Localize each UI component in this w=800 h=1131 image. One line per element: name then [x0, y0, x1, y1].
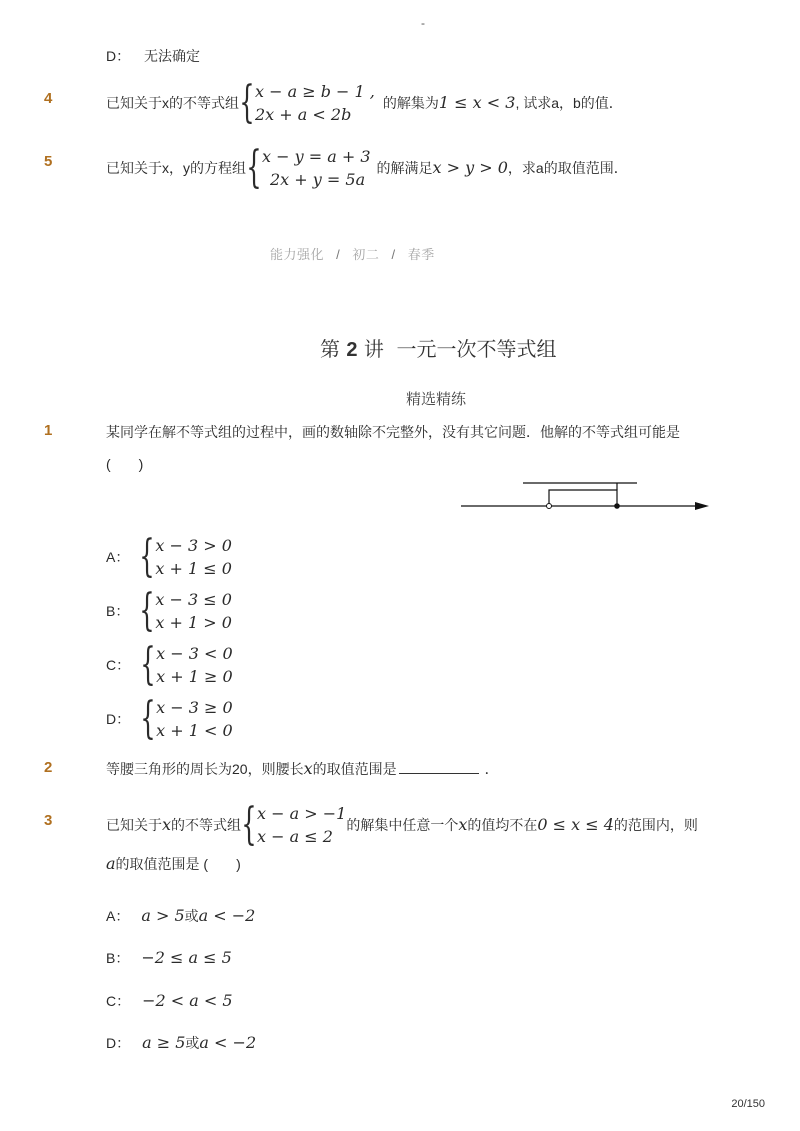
system-line-2: x − a ≤ 2	[257, 827, 333, 846]
inequality-system: { x − 3 > 0 x + 1 ≤ 0	[139, 531, 232, 582]
question-text: , 试求a，b的值．	[515, 95, 623, 111]
math-var: x	[303, 759, 313, 778]
inequality-system: { x − 3 ≤ 0 x + 1 > 0	[139, 585, 232, 636]
question-number-1: 1	[44, 422, 53, 439]
question-text: 已知关于x，y的方程组	[106, 160, 246, 176]
question-number-5: 5	[44, 153, 53, 170]
question-3-line-2	[106, 854, 241, 874]
math-var: x	[458, 815, 468, 834]
breadcrumb	[270, 244, 435, 263]
lecture-prefix: 第	[320, 337, 340, 361]
system-line-1: x − 3 > 0	[155, 536, 232, 555]
breadcrumb-item: 春季	[407, 247, 435, 262]
option-text: 无法确定	[144, 48, 201, 64]
lecture-number: 2	[346, 339, 358, 361]
prev-option-d	[106, 46, 200, 66]
answer-option[interactable]	[106, 694, 233, 744]
option-label: B：	[106, 950, 130, 966]
system-line-2: x + 1 > 0	[155, 613, 232, 632]
system-line-2: 2x + a < 2b	[255, 105, 352, 124]
question-number-3: 3	[44, 812, 53, 829]
system-line-1: x − a > −1	[257, 804, 347, 823]
option-label: D：	[106, 1035, 131, 1051]
answer-option[interactable]	[106, 1033, 256, 1053]
inequality-system: { x − a ≥ b − 1 , 2x + a < 2b	[239, 77, 375, 128]
answer-option[interactable]	[106, 948, 232, 968]
answer-blank[interactable]	[399, 761, 479, 774]
option-label: D：	[106, 711, 131, 727]
answer-option[interactable]	[106, 991, 233, 1011]
breadcrumb-item: 能力强化	[270, 247, 325, 262]
question-text: 的不等式组	[171, 817, 242, 833]
question-text: 的值均不在	[467, 817, 538, 833]
option-label: C：	[106, 657, 131, 673]
option-label: A：	[106, 908, 130, 924]
system-line-1: x − a ≥ b − 1 ,	[255, 82, 375, 101]
header-mark: -	[421, 16, 425, 30]
question-1-text: 某同学在解不等式组的过程中，画的数轴除不完整外，没有其它问题．他解的不等式组可能是	[106, 424, 680, 440]
breadcrumb-item: 初二	[352, 247, 380, 262]
question-2	[106, 759, 499, 779]
question-text: 的取值范围是 ( )	[115, 856, 241, 872]
question-5	[106, 143, 628, 193]
system-line-1: x − 3 < 0	[156, 644, 233, 663]
math-var: x	[162, 815, 172, 834]
option-math: −2 < a < 5	[142, 991, 233, 1010]
math-var: a	[106, 854, 116, 873]
open-point	[547, 504, 552, 509]
closed-point	[614, 503, 620, 509]
question-text: 已知关于	[106, 817, 162, 833]
system-line-1: x − y = a + 3	[262, 147, 371, 166]
lower-bracket-line	[549, 490, 617, 506]
question-text: 等腰三角形的周长为20，则腰长	[106, 761, 304, 777]
question-text: 的解集中任意一个	[346, 817, 459, 833]
question-text: 的范围内，则	[613, 817, 698, 833]
system-line-2: x + 1 ≤ 0	[155, 559, 232, 578]
option-label: D：	[106, 48, 131, 64]
question-4	[106, 78, 623, 128]
solution-condition: 0 ≤ x ≤ 4	[537, 815, 614, 834]
inequality-system: { x − 3 ≥ 0 x + 1 < 0	[140, 693, 233, 744]
question-text: 已知关于x的不等式组	[106, 95, 239, 111]
option-label: C：	[106, 993, 131, 1009]
option-or: 或	[185, 1035, 200, 1051]
solution-condition: 1 ≤ x < 3	[438, 93, 516, 112]
answer-option[interactable]	[106, 532, 232, 582]
answer-option[interactable]	[106, 906, 255, 926]
breadcrumb-separator: /	[336, 247, 341, 262]
question-number-2: 2	[44, 759, 53, 776]
lecture-title	[320, 333, 557, 362]
system-line-1: x − 3 ≥ 0	[156, 698, 233, 717]
question-3-line-1	[106, 800, 698, 850]
question-1-paren: ( )	[106, 456, 144, 472]
system-line-2: x + 1 ≥ 0	[156, 667, 233, 686]
answer-option[interactable]	[106, 640, 233, 690]
question-text: ，求a的取值范围．	[507, 160, 628, 176]
option-math: −2 ≤ a ≤ 5	[141, 948, 232, 967]
page-number: 20/150	[731, 1098, 765, 1110]
axis-arrow	[695, 502, 709, 510]
section-title: 精选精练	[406, 391, 467, 408]
breadcrumb-separator: /	[391, 247, 396, 262]
question-text: 的解满足	[376, 160, 433, 176]
number-line-figure	[455, 478, 715, 518]
option-math: a ≥ 5	[142, 1033, 186, 1052]
system-line-2: 2x + y = 5a	[270, 170, 366, 189]
option-math: a < −2	[199, 1033, 257, 1052]
option-label: A：	[106, 549, 130, 565]
question-text: ．	[484, 761, 499, 777]
equation-system: { x − y = a + 3 2x + y = 5a	[246, 142, 371, 193]
system-line-2: x + 1 < 0	[156, 721, 233, 740]
option-label: B：	[106, 603, 130, 619]
solution-condition: x > y > 0	[432, 158, 508, 177]
inequality-system: { x − a > −1 x − a ≤ 2	[241, 799, 347, 850]
option-math: a > 5	[141, 906, 185, 925]
question-text: 的取值范围是	[312, 761, 397, 777]
inequality-system: { x − 3 < 0 x + 1 ≥ 0	[140, 639, 233, 690]
lecture-name: 讲 一元一次不等式组	[363, 337, 557, 361]
answer-option[interactable]	[106, 586, 232, 636]
question-number-4: 4	[44, 90, 53, 107]
option-math: a < −2	[198, 906, 256, 925]
option-or: 或	[184, 908, 199, 924]
question-text: 的解集为	[382, 95, 439, 111]
system-line-1: x − 3 ≤ 0	[155, 590, 232, 609]
